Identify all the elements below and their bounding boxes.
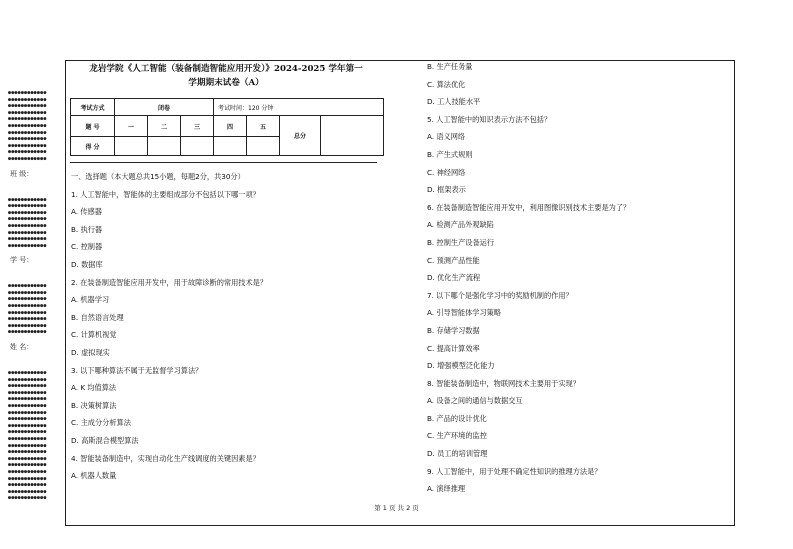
- question-9: 9. 人工智能中，用于处理不确定性知识的推理方法是？: [427, 466, 602, 476]
- option-5b: B. 产生式规则: [427, 149, 473, 159]
- left-column: [71, 168, 267, 485]
- score-cell-2: [148, 137, 181, 156]
- option-1c: C. 控制器: [71, 242, 103, 252]
- option-8d: D. 员工的培训管理: [427, 449, 488, 459]
- section-4-header: 四: [214, 116, 247, 137]
- option-4a: A. 机器人数量: [71, 471, 117, 481]
- title-line-1: 龙岩学院《人工智能（装备制造智能应用开发）》2024-2025 学年第一: [89, 64, 363, 74]
- score-cell-3: [181, 137, 214, 156]
- total-score-cell: [321, 116, 384, 156]
- option-8a: A. 设备之间的通信与数据交互: [427, 396, 523, 406]
- title-line-2: 学期期末试卷（A）: [188, 78, 264, 88]
- option-6b: B. 控制生产设备运行: [427, 237, 495, 247]
- option-7a: A. 引导智能体学习策略: [427, 308, 502, 318]
- exam-mode-label: 考试方式: [71, 99, 115, 116]
- question-1: 1. 人工智能中，智能体的主要组成部分不包括以下哪一项？: [71, 189, 260, 199]
- option-1a: A. 传感器: [71, 207, 102, 217]
- section-1-header: 一: [115, 116, 148, 137]
- option-6a: A. 检测产品外观缺陷: [427, 220, 494, 230]
- option-5a: A. 语义网络: [427, 132, 466, 142]
- exam-title: [70, 62, 382, 90]
- question-6: 6. 在装备制造智能应用开发中，利用图像识别技术主要是为了？: [427, 202, 631, 212]
- option-3a: A. K 均值算法: [71, 383, 117, 393]
- score-label: 得 分: [71, 137, 115, 156]
- question-5: 5. 人工智能中的知识表示方法不包括？: [427, 114, 552, 124]
- score-cell-1: [115, 137, 148, 156]
- option-2a: A. 机器学习: [71, 295, 110, 305]
- binding-margin: [8, 90, 60, 530]
- question-8: 8. 智能装备制造中，物联网技术主要用于实现？: [427, 378, 580, 388]
- binding-dots-3: ●●●●●●●●●●●● ●●●●●●●●●●●● ●●●●●●●●●●●● ●●●●●●●●●●●● ●●●●●●●●●●●● ●●●●●●●●●●●● ●●●●●●●●●●●● ●●●●●●●●●●●●: [8, 283, 47, 336]
- option-2d: D. 虚拟现实: [71, 347, 110, 357]
- option-4d: D. 工人技能水平: [427, 97, 481, 107]
- option-1b: B. 执行器: [71, 224, 103, 234]
- option-8c: C. 生产环境的监控: [427, 431, 487, 441]
- section-2-header: 二: [148, 116, 181, 137]
- option-2b: B. 自然语言处理: [71, 312, 124, 322]
- option-7c: C. 提高计算效率: [427, 343, 480, 353]
- exam-mode-value: 闭卷: [115, 99, 214, 116]
- option-4b: B. 生产任务量: [427, 62, 473, 71]
- question-7: 7. 以下哪个是强化学习中的奖励机制的作用？: [427, 290, 573, 300]
- section-header: 一、选择题（本大题总共15小题，每题2分，共30分）: [71, 172, 245, 181]
- score-cell-5: [247, 137, 280, 156]
- option-1d: D. 数据库: [71, 259, 103, 269]
- option-9a: A. 演绎推理: [427, 484, 466, 494]
- right-column: [427, 58, 630, 498]
- option-7d: D. 增强模型泛化能力: [427, 361, 495, 371]
- option-2c: C. 计算机视觉: [71, 330, 117, 340]
- exam-time: 考试时间：120 分钟: [214, 99, 384, 116]
- option-7b: B. 存储学习数据: [427, 325, 480, 335]
- divider: [70, 162, 377, 163]
- student-id-label: 学 号：: [10, 256, 34, 265]
- section-3-header: 三: [181, 116, 214, 137]
- class-label: 班 级：: [10, 169, 34, 178]
- option-5c: C. 神经网络: [427, 167, 466, 177]
- binding-dots-1: ●●●●●●●●●●●● ●●●●●●●●●●●● ●●●●●●●●●●●● ●●●●●●●●●●●● ●●●●●●●●●●●● ●●●●●●●●●●●● ●●●●●●●●●●●● ●●●●●●●●●●●● ●●●●●●●●●●●● ●●●●●●●●●●●● ●●●●●●●●●●●●: [8, 90, 47, 162]
- name-label: 姓 名：: [10, 343, 34, 352]
- option-3d: D. 高斯混合模型算法: [71, 435, 139, 445]
- section-5-header: 五: [247, 116, 280, 137]
- binding-dots-4: ●●●●●●●●●●●● ●●●●●●●●●●●● ●●●●●●●●●●●● ●●●●●●●●●●●● ●●●●●●●●●●●● ●●●●●●●●●●●● ●●●●●●●●●●●● ●●●●●●●●●●●● ●●●●●●●●●●●● ●●●●●●●●●●●● ●●●●●●●●●●●● ●●●●●●●●●●●● ●●●●●●●●●●●● ●●●●●●●●●●●● ●●●●●●●●●●●● ●●●●●●●●●●●● ●●●●●●●●●●●● ●●●●●●●●●●●● ●●●●●●●●●●●● ●●●●●●●●●●●●: [8, 370, 47, 502]
- question-2: 2. 在装备制造智能应用开发中，用于故障诊断的常用技术是？: [71, 277, 268, 287]
- question-number-label: 题 号: [71, 116, 115, 137]
- option-3b: B. 决策树算法: [71, 400, 117, 410]
- total-score-label: 总分: [280, 116, 321, 156]
- question-3: 3. 以下哪种算法不属于无监督学习算法？: [71, 365, 203, 375]
- score-cell-4: [214, 137, 247, 156]
- option-6d: D. 优化生产流程: [427, 273, 481, 283]
- option-8b: B. 产品的设计优化: [427, 413, 487, 423]
- page-number: 第 1 页 共 2 页: [374, 504, 419, 512]
- binding-dots-2: ●●●●●●●●●●●● ●●●●●●●●●●●● ●●●●●●●●●●●● ●●●●●●●●●●●● ●●●●●●●●●●●● ●●●●●●●●●●●● ●●●●●●●●●●●● ●●●●●●●●●●●●: [8, 196, 47, 249]
- exam-info-table: [70, 98, 384, 156]
- option-5d: D. 框架表示: [427, 185, 466, 195]
- question-4: 4. 智能装备制造中，实现自动化生产线调度的关键因素是？: [71, 453, 260, 463]
- option-4c: C. 算法优化: [427, 79, 466, 89]
- option-3c: C. 主成分分析算法: [71, 418, 131, 428]
- option-6c: C. 预测产品性能: [427, 255, 480, 265]
